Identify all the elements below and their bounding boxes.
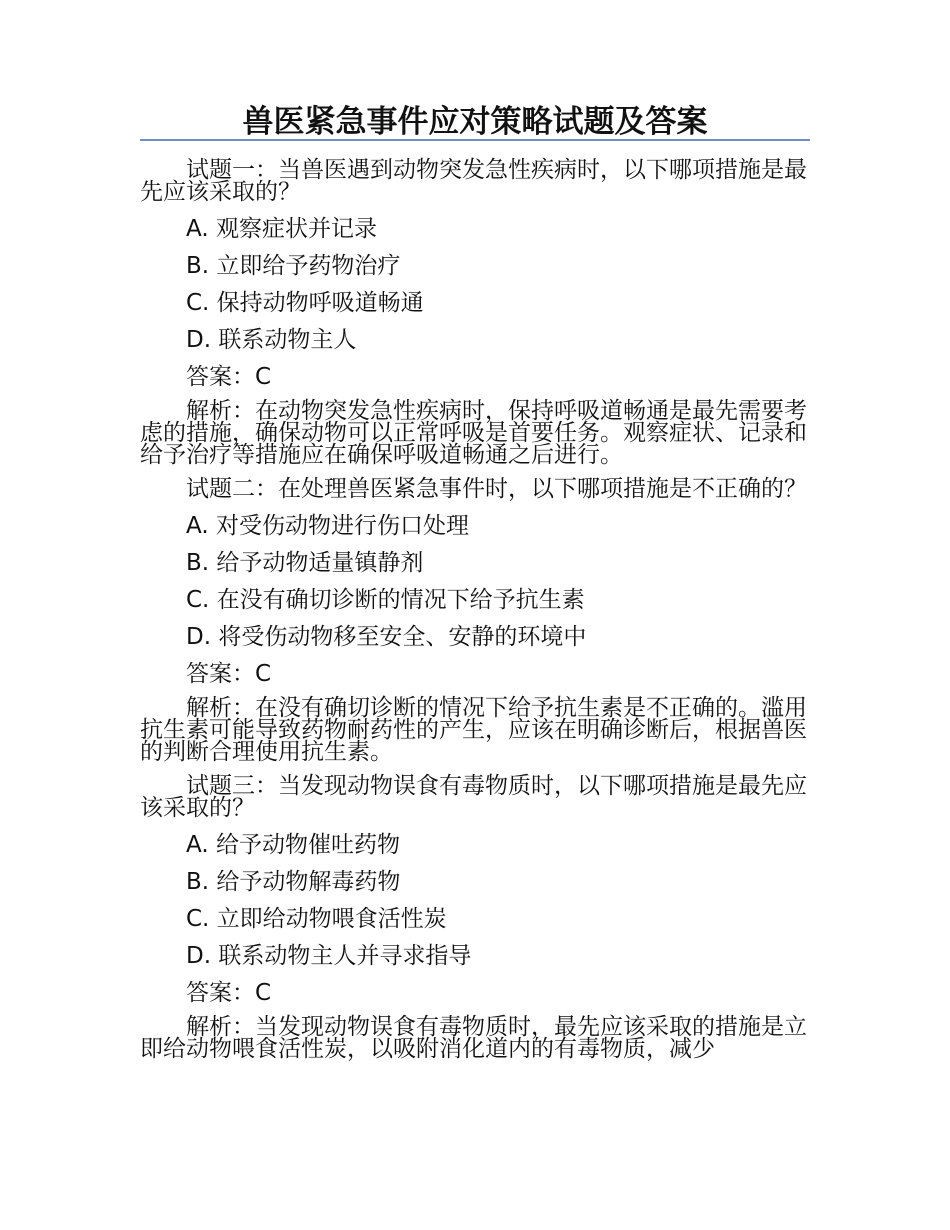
analysis-text: 解析：当发现动物误食有毒物质时，最先应该采取的措施是立即给动物喂食活性炭，以吸附消化道内的有毒物质，减少 [140, 1014, 807, 1062]
option-b: B. 给予动物解毒药物 [186, 869, 401, 895]
document-body [140, 155, 810, 1068]
option-d: D. 联系动物主人 [186, 327, 357, 353]
option-c: C. 在没有确切诊断的情况下给予抗生素 [186, 587, 585, 613]
title-underline [140, 139, 810, 141]
question-block-3 [140, 771, 810, 1068]
answer-line: 答案：C [186, 980, 272, 1006]
question-block-1 [140, 155, 810, 474]
option-c: C. 立即给动物喂食活性炭 [186, 906, 447, 932]
question-block-2 [140, 474, 810, 771]
option-d: D. 联系动物主人并寻求指导 [186, 943, 472, 969]
answer-line: 答案：C [186, 661, 272, 687]
analysis-text: 解析：在动物突发急性疾病时，保持呼吸道畅通是最先需要考虑的措施，确保动物可以正常呼吸是首要任务。观察症状、记录和给予治疗等措施应在确保呼吸道畅通之后进行。 [140, 398, 807, 468]
answer-line: 答案：C [186, 364, 272, 390]
option-a: A. 对受伤动物进行伤口处理 [186, 513, 469, 539]
option-d: D. 将受伤动物移至安全、安静的环境中 [186, 624, 587, 650]
option-a: A. 观察症状并记录 [186, 216, 377, 242]
question-text: 试题二：在处理兽医紧急事件时，以下哪项措施是不正确的？ [186, 476, 807, 502]
document-title: 兽医紧急事件应对策略试题及答案 [242, 104, 708, 140]
option-b: B. 给予动物适量镇静剂 [186, 550, 424, 576]
option-c: C. 保持动物呼吸道畅通 [186, 290, 424, 316]
analysis-text: 解析：在没有确切诊断的情况下给予抗生素是不正确的。滥用抗生素可能导致药物耐药性的产生，应该在明确诊断后，根据兽医的判断合理使用抗生素。 [140, 695, 807, 765]
question-text: 试题一：当兽医遇到动物突发急性疾病时，以下哪项措施是最先应该采取的？ [140, 157, 807, 205]
question-text: 试题三：当发现动物误食有毒物质时，以下哪项措施是最先应该采取的？ [140, 773, 807, 821]
option-a: A. 给予动物催吐药物 [186, 832, 400, 858]
option-b: B. 立即给予药物治疗 [186, 253, 401, 279]
